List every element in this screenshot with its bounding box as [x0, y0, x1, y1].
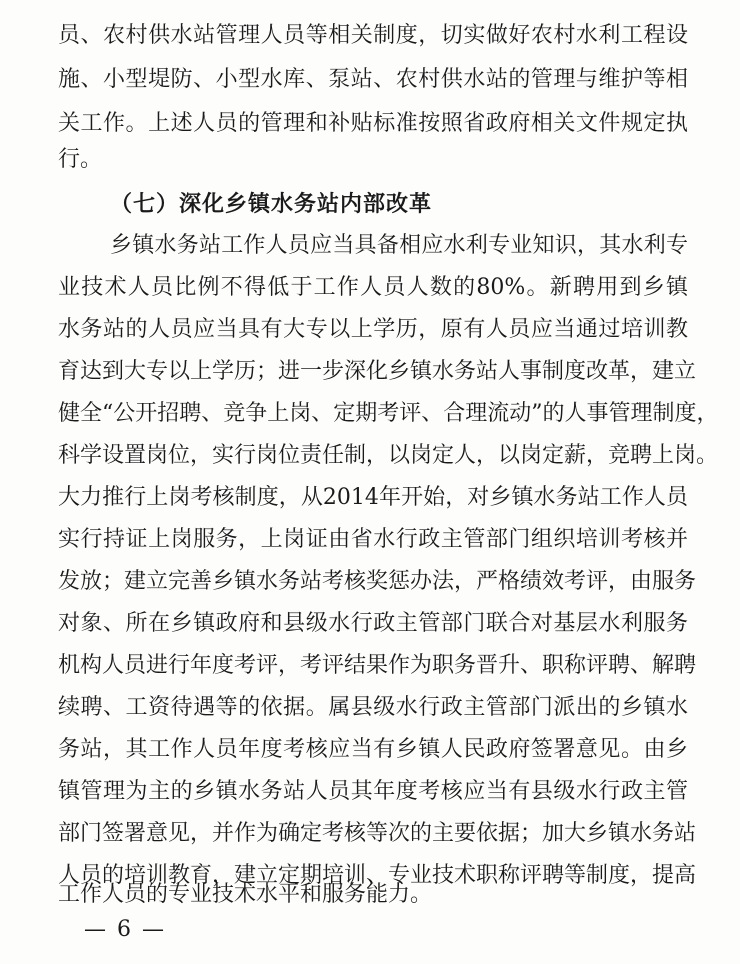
paragraph-line: 续聘、工资待遇等的依据。属县级水行政主管部门派出的乡镇水 [58, 695, 688, 720]
paragraph-line: 水务站的人员应当具有大专以上学历，原有人员应当通过培训教 [58, 317, 688, 342]
paragraph-line: 镇管理为主的乡镇水务站人员其年度考核应当有县级水行政主管 [58, 779, 688, 804]
paragraph-line: 员、农村供水站管理人员等相关制度，切实做好农村水利工程设 [58, 23, 688, 48]
paragraph-line: 工作人员的专业技术水平和服务能力。 [58, 882, 433, 907]
paragraph-line: 务站，其工作人员年度考核应当有乡镇人民政府签署意见。由乡 [58, 737, 688, 762]
paragraph-line: 业技术人员比例不得低于工作人员人数的80%。新聘用到乡镇 [58, 275, 688, 300]
paragraph-line: 施、小型堤防、小型水库、泵站、农村供水站的管理与维护等相 [58, 67, 688, 92]
paragraph-line: 发放；建立完善乡镇水务站考核奖惩办法，严格绩效考评，由服务 [58, 569, 697, 594]
page-number: — 6 — [84, 917, 166, 942]
paragraph-line: 行。 [58, 147, 103, 172]
paragraph-line: 关工作。上述人员的管理和补贴标准按照省政府相关文件规定执 [58, 111, 688, 136]
paragraph-line: 机构人员进行年度考评，考评结果作为职务晋升、职称评聘、解聘 [58, 653, 697, 678]
paragraph-line: 乡镇水务站工作人员应当具备相应水利专业知识，其水利专 [110, 233, 688, 258]
paragraph-line: 人员的培训教育，建立定期培训、专业技术职称评聘等制度，提高 [58, 863, 697, 888]
paragraph-line: 大力推行上岗考核制度，从2014年开始，对乡镇水务站工作人员 [58, 485, 688, 510]
paragraph-line: 对象、所在乡镇政府和县级水行政主管部门联合对基层水利服务 [58, 611, 688, 636]
paragraph-line: 科学设置岗位，实行岗位责任制，以岗定人，以岗定薪，竞聘上岗。 [58, 443, 719, 468]
paragraph-line: 部门签署意见，并作为确定考核等次的主要依据；加大乡镇水务站 [58, 821, 697, 846]
paragraph-line: 实行持证上岗服务，上岗证由省水行政主管部门组织培训考核并 [58, 527, 688, 552]
paragraph-line: 健全“公开招聘、竞争上岗、定期考评、合理流动”的人事管理制度， [58, 401, 719, 426]
paragraph-line: 育达到大专以上学历；进一步深化乡镇水务站人事制度改革，建立 [58, 359, 697, 384]
section-heading: （七）深化乡镇水务站内部改革 [110, 191, 433, 217]
